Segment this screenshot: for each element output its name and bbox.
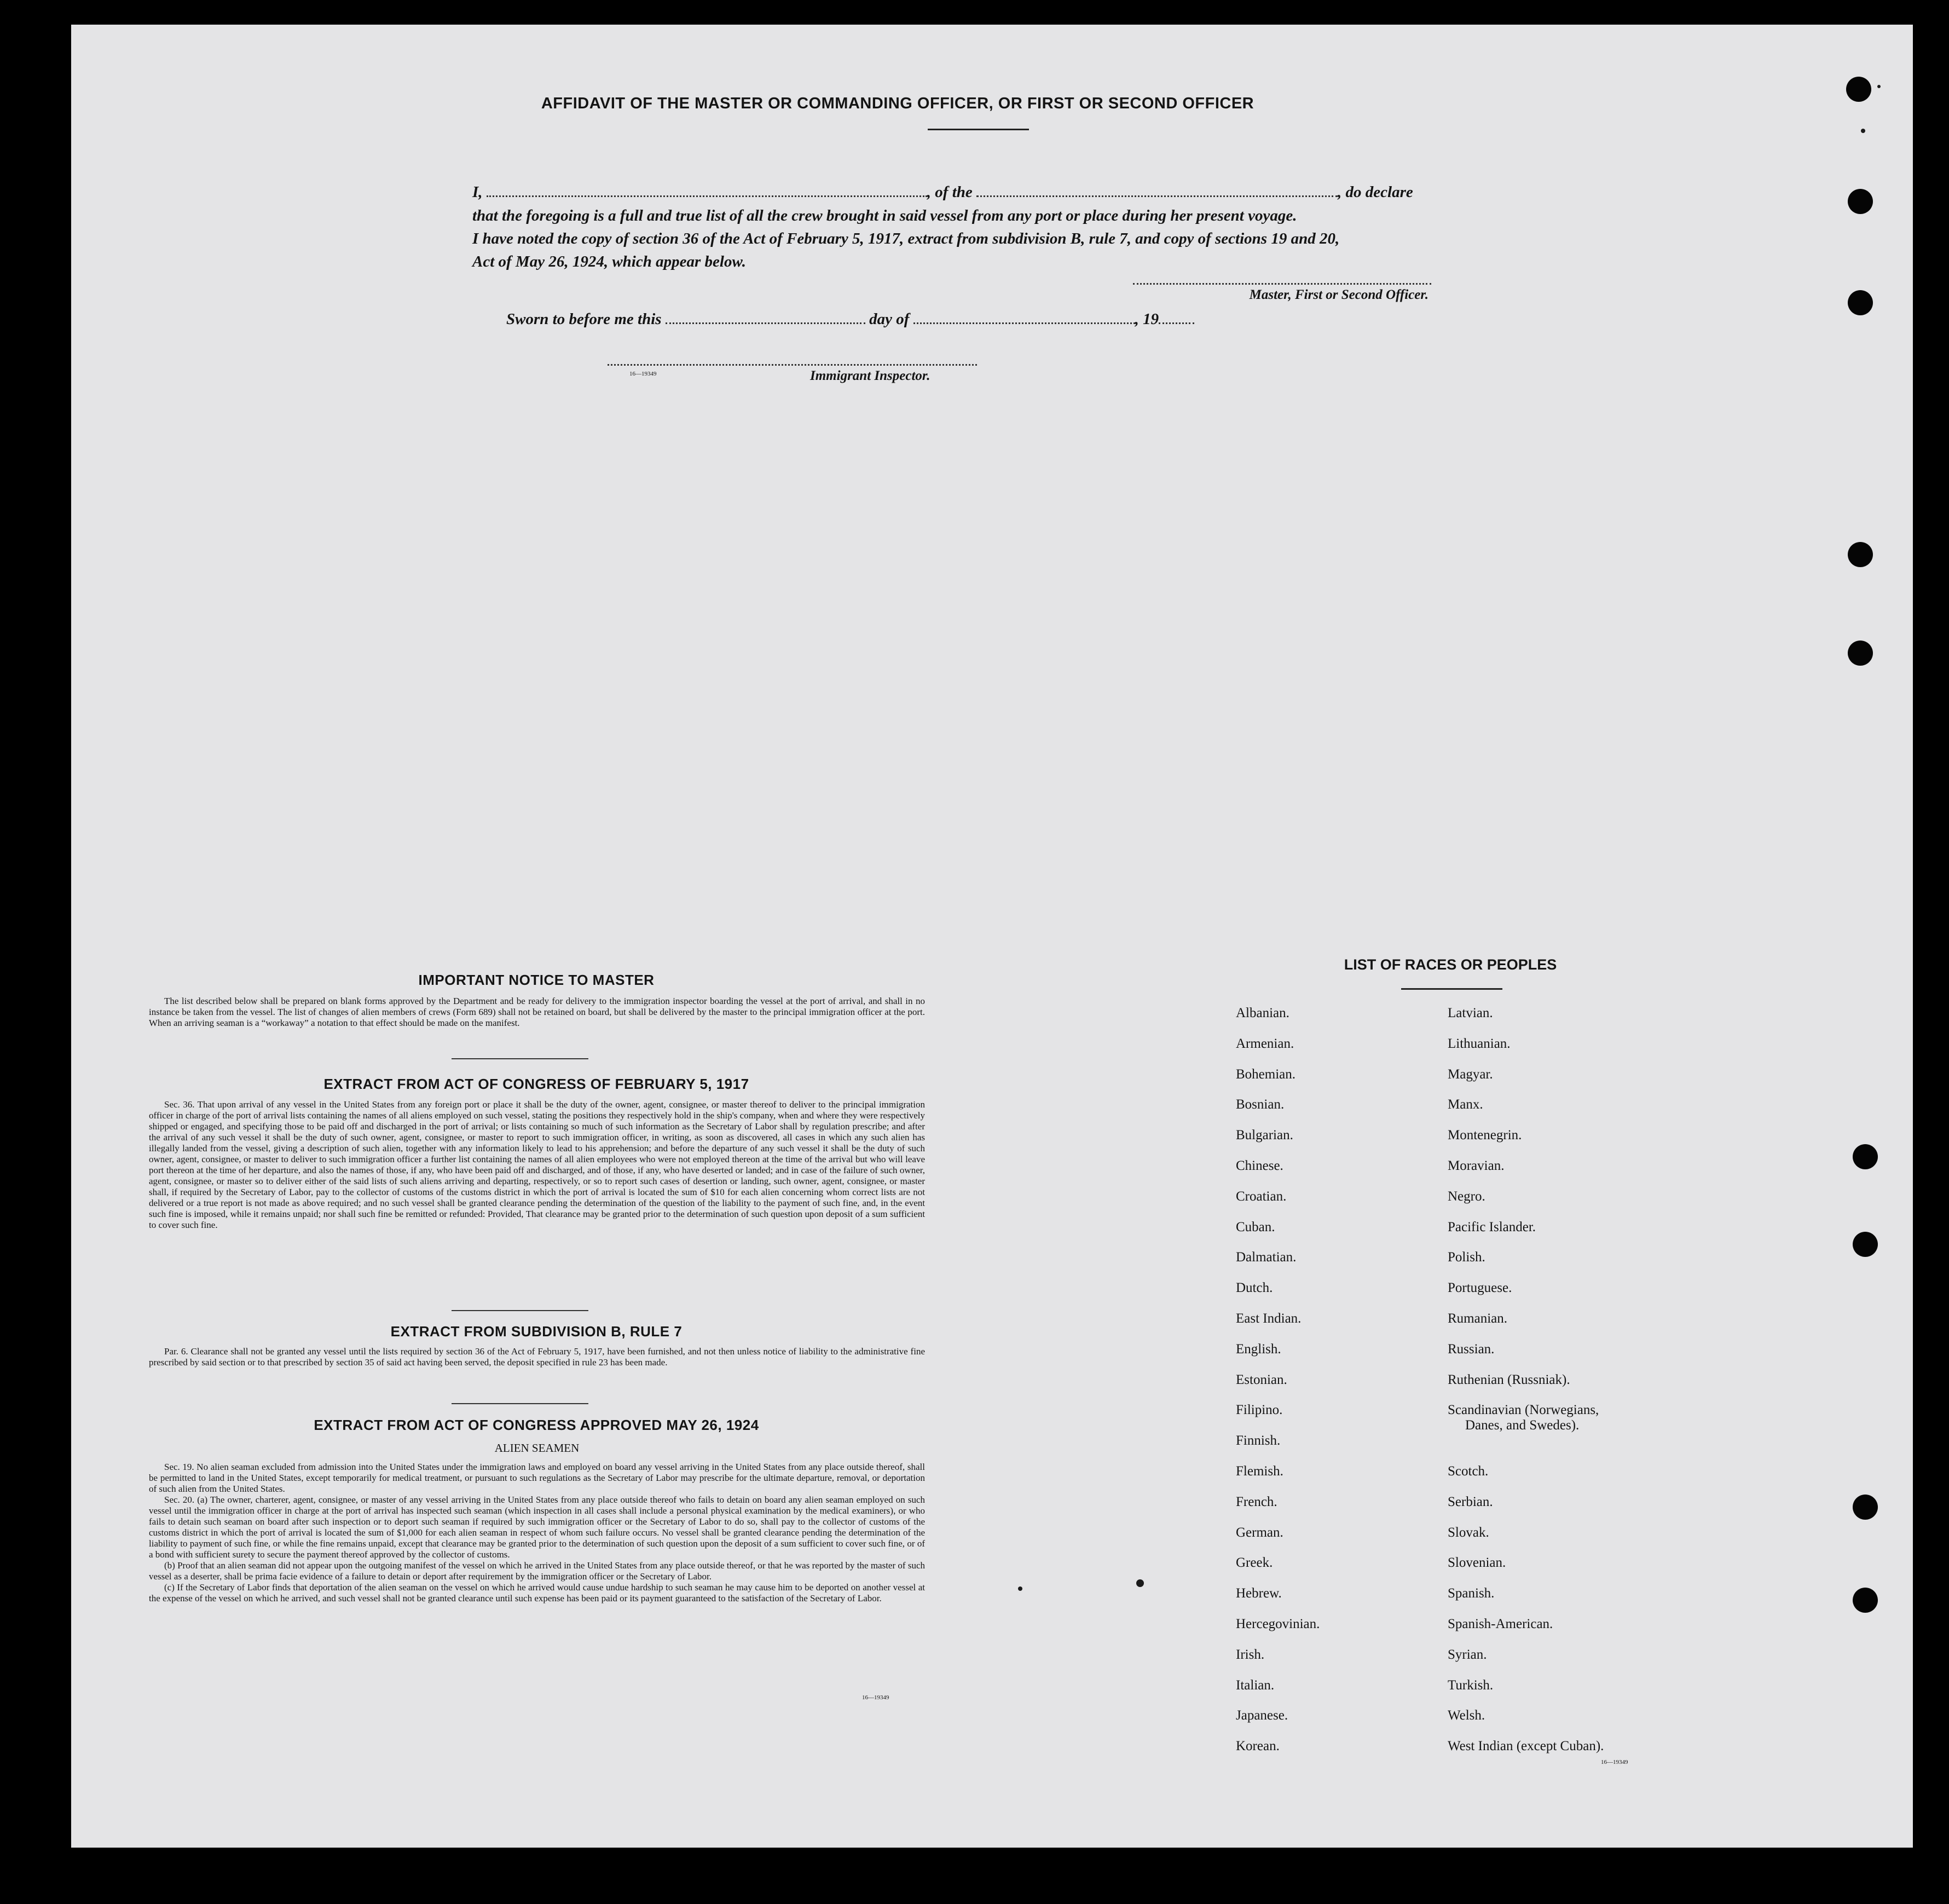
extract-1917-text — [149, 1099, 925, 1231]
punch-hole — [1848, 290, 1873, 315]
race-item: Filipino. — [1236, 1403, 1283, 1417]
day-of-text: day of — [869, 310, 910, 328]
race-item: Russian. — [1448, 1342, 1495, 1357]
ink-speck — [1136, 1579, 1144, 1587]
race-item: Serbian. — [1448, 1495, 1493, 1509]
punch-hole — [1848, 189, 1873, 214]
affidavit-line-4: Act of May 26, 1924, which appear below. — [472, 253, 746, 270]
form-number: 16—19349 — [629, 371, 657, 377]
affidavit-line-1 — [472, 183, 1561, 201]
race-item: English. — [1236, 1342, 1281, 1357]
sec-20b-paragraph: (b) Proof that an alien seaman did not appear upon the outgoing manifest of the vessel on which he arrived in the United States from any place outside thereof, or that he was reported by the master of such vessel as a deserter, shall be prima facie evidence of a failure to detain or deport after requirement by the immigration officer or the Secretary of Labor. — [149, 1560, 925, 1582]
race-item: Rumanian. — [1448, 1311, 1508, 1326]
race-item: Korean. — [1236, 1739, 1280, 1753]
form-number: 16—19349 — [862, 1694, 889, 1701]
ink-speck — [1018, 1586, 1022, 1591]
race-item: Bohemian. — [1236, 1067, 1296, 1082]
race-item: Hercegovinian. — [1236, 1617, 1320, 1631]
race-item: Japanese. — [1236, 1708, 1288, 1723]
race-item: German. — [1236, 1525, 1283, 1540]
race-item: East Indian. — [1236, 1311, 1302, 1326]
divider — [452, 1310, 588, 1311]
extract-1917-title: EXTRACT FROM ACT OF CONGRESS OF FEBRUARY 5, 1917 — [323, 1076, 749, 1092]
punch-hole — [1853, 1588, 1878, 1613]
par-6-paragraph: Par. 6. Clearance shall not be granted any vessel until the lists required by section 36 of the Act of February 5, 1917, have been furnished, and not then unless notice of liability to the administrative fine prescribed by said section or to that prescribed by section 35 of said act having been served, the deposit specified in rule 23 has been made. — [149, 1346, 925, 1368]
extract-1924-title: EXTRACT FROM ACT OF CONGRESS APPROVED MAY 26, 1924 — [314, 1417, 759, 1433]
race-item: French. — [1236, 1495, 1277, 1509]
notice-title: IMPORTANT NOTICE TO MASTER — [418, 972, 655, 988]
punch-hole — [1848, 542, 1873, 567]
race-item: Bulgarian. — [1236, 1128, 1293, 1143]
year-prefix: , 19 — [1135, 310, 1159, 328]
race-item: Armenian. — [1236, 1036, 1294, 1051]
extract-rule7-text — [149, 1346, 925, 1368]
race-item: Portuguese. — [1448, 1280, 1512, 1295]
race-item: Cuban. — [1236, 1220, 1275, 1234]
inspector-label: Immigrant Inspector. — [810, 368, 930, 383]
vessel-blank[interactable] — [976, 184, 1338, 197]
sec-19-paragraph: Sec. 19. No alien seaman excluded from admission into the United States under the immigration laws and employed on board any vessel arriving in the United States from any place outside thereof, shall be permitted to land in the United States, except temporarily for medical treatment, or pursuant to such regulations as the Secretary of Labor may prescribe for the ultimate departure, removal, or deportation of such alien from the United States. — [149, 1462, 925, 1494]
affidavit-i: I, — [472, 183, 483, 201]
race-item: Spanish. — [1448, 1586, 1495, 1601]
notice-paragraph: The list described below shall be prepared on blank forms approved by the Department and be ready for delivery to the immigration inspector boarding the vessel at the port of arrival, and shall in no instance be taken from the vessel. The list of changes of alien members of crews (Form 689) shall not be retained on board, but shall be delivered by the master to the principal immigration officer at the port. When an arriving seaman is a “workaway” a notation to that effect should be made on the manifest. — [149, 996, 925, 1028]
ink-speck — [1877, 85, 1881, 88]
race-item: Negro. — [1448, 1189, 1485, 1204]
race-item: Flemish. — [1236, 1464, 1283, 1479]
year-blank[interactable] — [1159, 311, 1194, 324]
form-number: 16—19349 — [1601, 1759, 1628, 1765]
race-item: Turkish. — [1448, 1678, 1494, 1693]
punch-hole — [1853, 1144, 1878, 1169]
race-item: Slovak. — [1448, 1525, 1489, 1540]
race-item: Slovenian. — [1448, 1555, 1506, 1570]
race-item: Dutch. — [1236, 1280, 1273, 1295]
race-item: West Indian (except Cuban). — [1448, 1739, 1604, 1753]
race-item: Greek. — [1236, 1555, 1273, 1570]
race-item: Welsh. — [1448, 1708, 1485, 1723]
race-item: Bosnian. — [1236, 1097, 1285, 1112]
race-item: Estonian. — [1236, 1372, 1287, 1387]
signature-line[interactable] — [1133, 283, 1431, 285]
day-blank[interactable] — [666, 311, 865, 324]
races-title: LIST OF RACES OR PEOPLES — [1344, 956, 1557, 973]
punch-hole — [1846, 77, 1871, 102]
race-item: Irish. — [1236, 1647, 1265, 1662]
race-item: Moravian. — [1448, 1158, 1505, 1173]
race-item: Magyar. — [1448, 1067, 1493, 1082]
title-underline — [928, 129, 1029, 130]
race-item: Syrian. — [1448, 1647, 1487, 1662]
punch-hole — [1853, 1495, 1878, 1520]
affidavit-line-2: that the foregoing is a full and true list of all the crew brought in said vessel from any port or place during her present voyage. — [472, 207, 1297, 224]
punch-hole — [1848, 641, 1873, 666]
month-blank[interactable] — [913, 311, 1135, 324]
notice-text — [149, 996, 925, 1029]
race-item-continuation: Danes, and Swedes). — [1465, 1418, 1580, 1433]
race-item: Chinese. — [1236, 1158, 1283, 1173]
divider — [452, 1403, 588, 1404]
race-item: Pacific Islander. — [1448, 1220, 1536, 1234]
race-item: Manx. — [1448, 1097, 1483, 1112]
race-item: Latvian. — [1448, 1006, 1493, 1020]
race-item: Scandinavian (Norwegians, — [1448, 1403, 1599, 1417]
name-blank[interactable] — [487, 184, 927, 197]
race-item: Croatian. — [1236, 1189, 1287, 1204]
punch-hole — [1853, 1232, 1878, 1257]
race-item: Albanian. — [1236, 1006, 1289, 1020]
race-item: Italian. — [1236, 1678, 1275, 1693]
sec-20a-paragraph: Sec. 20. (a) The owner, charterer, agent, consignee, or master of any vessel arriving in the United States from any place outside thereof who fails to detain on board any alien seaman employed on such vessel until the immigration officer in charge at the port of arrival has inspected such seaman (which inspection in all cases shall include a personal physical examination by the medical examiners), or who fails to detain such seaman on board after such inspection or to deport such seaman if required by such immigration officer or the Secretary of Labor to do so, shall pay to the collector of customs of the customs district in which the port of arrival is located the sum of $1,000 for each alien seaman in respect of whom such failure occurs. No vessel shall be granted clearance pending the determination of the liability to payment of such fine, or while the fine remains unpaid, except that clearance may be granted prior to the determination of such question upon the deposit of a sum sufficient to cover such fine, or of a bond with sufficient surety to secure the payment thereof approved by the collector of customs. — [149, 1495, 925, 1560]
race-item: Scotch. — [1448, 1464, 1489, 1479]
race-item: Lithuanian. — [1448, 1036, 1511, 1051]
race-item: Dalmatian. — [1236, 1250, 1297, 1265]
alien-seamen-subtitle: ALIEN SEAMEN — [494, 1441, 580, 1455]
extract-1924-text — [149, 1462, 925, 1604]
sworn-text: Sworn to before me this — [506, 310, 662, 328]
sworn-line — [506, 310, 1194, 328]
extract-rule7-title: EXTRACT FROM SUBDIVISION B, RULE 7 — [390, 1323, 683, 1340]
races-underline — [1401, 988, 1502, 990]
affidavit-of-the: , of the — [927, 183, 973, 201]
affidavit-line-3: I have noted the copy of section 36 of the Act of February 5, 1917, extract from subdivision B, rule 7, and copy of sections 19 and 20, — [472, 230, 1340, 247]
affidavit-title: AFFIDAVIT OF THE MASTER OR COMMANDING OFFICER, OR FIRST OR SECOND OFFICER — [541, 95, 1254, 112]
race-item: Ruthenian (Russniak). — [1448, 1372, 1570, 1387]
sec-36-paragraph: Sec. 36. That upon arrival of any vessel in the United States from any foreign port or place it shall be the duty of the owner, agent, consignee, or master thereof to deliver to the principal immigration officer in charge of the port of arrival lists containing the names of all aliens employed on such vessel, stating the positions they respectively hold in the ship's company, when and where they were respectively shipped or engaged, and specifying those to be paid off and discharged in the port of arrival; or lists containing so much of such information as the Secretary of Labor shall by regulation prescribe; and after the arrival of any such vessel it shall be the duty of such owner, agent, consignee, or master to report to such immigration officer, in writing, as soon as discovered, all cases in which any such alien has illegally landed from the vessel, giving a description of such alien, together with any information likely to lead to his apprehension; and before the departure of any such vessel it shall be the duty of such owner, agent, consignee, or master to deliver to such immigration officer a further list containing the names of all alien employees who were not employed thereon at the time of the arrival but who will leave port thereon at the time of her departure, and also the names of those, if any, who have been paid off and discharged, and of those, if any, who have deserted or landed; and in case of the failure of such owner, agent, consignee, or master so to deliver either of the said lists of such aliens arriving and departing, respectively, or so to report such cases of desertion or landing, such owner, agent, consignee, or master shall, if required by the Secretary of Labor, pay to the collector of customs of the customs district in which the port of arrival is located the sum of $10 for each alien concerning whom correct lists are not delivered or a true report is not made as above required; and no such vessel shall be granted clearance pending the determination of the question of the liability to the payment of such fine, and, in the event such fine is imposed, while it remains unpaid; nor shall such fine be remitted or refunded: Provided, That clearance may be granted prior to the determination of such question upon deposit of a sum sufficient to cover such fine. — [149, 1099, 925, 1230]
race-item: Montenegrin. — [1448, 1128, 1522, 1143]
affidavit-declare: , do declare — [1338, 183, 1413, 201]
sec-20c-paragraph: (c) If the Secretary of Labor finds that deportation of the alien seaman on the vessel on which he arrived would cause undue hardship to such seaman he may cause him to be deported on another vessel at the expense of the vessel on which he arrived, and such vessel shall not be granted clearance until such expense has been paid or its payment guaranteed to the satisfaction of the Secretary of Labor. — [149, 1582, 925, 1603]
race-item: Hebrew. — [1236, 1586, 1282, 1601]
signature-label: Master, First or Second Officer. — [1249, 287, 1429, 302]
race-item: Spanish-American. — [1448, 1617, 1553, 1631]
race-item: Polish. — [1448, 1250, 1485, 1265]
race-item: Finnish. — [1236, 1433, 1281, 1448]
divider — [452, 1058, 588, 1059]
document-page — [71, 25, 1913, 1848]
inspector-signature-line[interactable] — [608, 364, 977, 366]
ink-speck — [1861, 129, 1865, 133]
